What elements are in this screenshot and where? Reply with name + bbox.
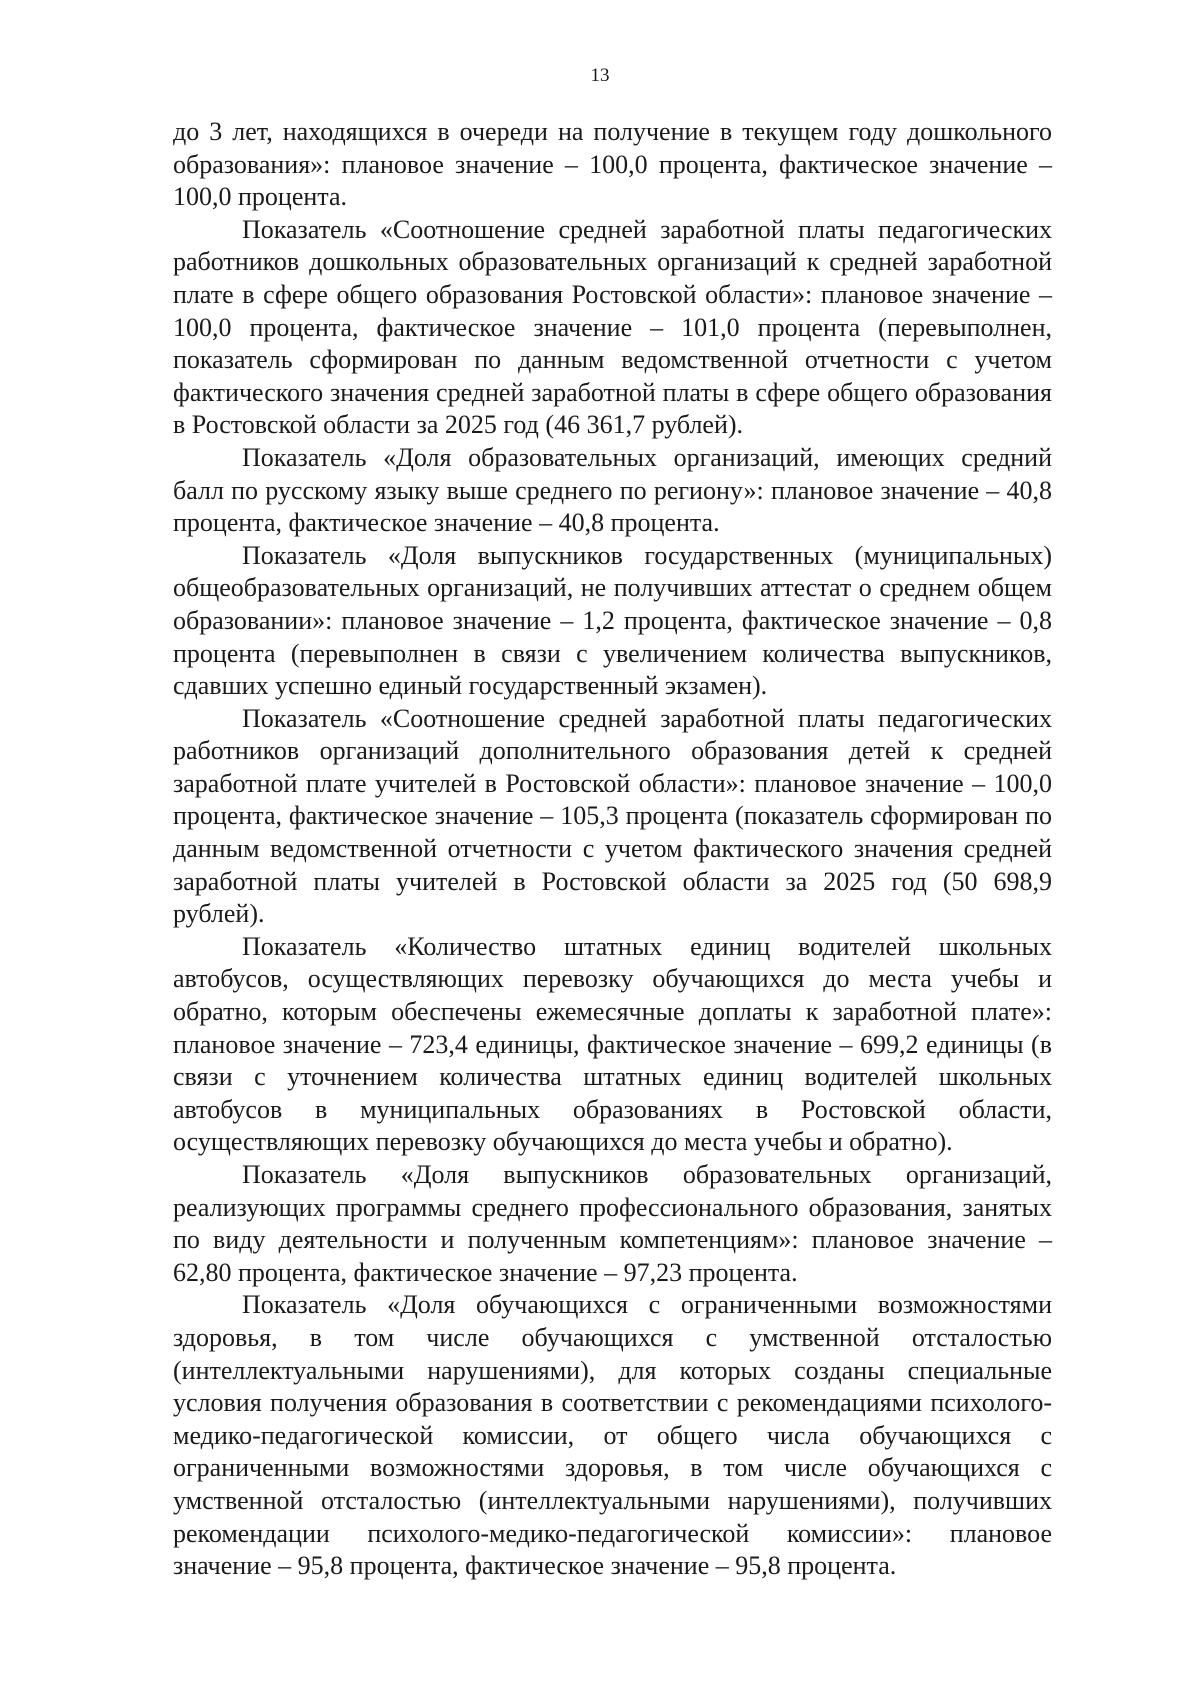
paragraph-salary-preschool-teachers: Показатель «Соотношение средней заработной платы педагогических работников дошкольных образовательных организаций к средней заработной плате в сфере общего образования Ростовской области»: плановое значение – 100,0 процента, фактическое значение – 101,0 процента (перевыполнен, показатель сформирован по данным ведомственной отчетности с учетом фактического значения средней заработной платы в сфере общего образования в Ростовской области за 2025 год (46 361,7 рублей). [173, 214, 1052, 440]
paragraph-salary-additional-education: Показатель «Соотношение средней заработной платы педагогических работников организаций дополнительного образования детей к средней заработной плате учителей в Ростовской области»: плановое значение – 100,0 процента, фактическое значение – 105,3 процента (показатель сформирован по данным ведомственной отчетности с учетом фактического значения средней заработной платы учителей в Ростовской области за 2025 год (50 698,9 рублей). [173, 703, 1052, 929]
paragraph-vocational-graduates-employed: Показатель «Доля выпускников образовательных организаций, реализующих программы среднего профессионального образования, занятых по виду деятельности и полученным компетенциям»: плановое значение – 62,80 процента, фактическое значение – 97,23 процента. [173, 1160, 1052, 1287]
page-number: 13 [590, 65, 610, 86]
document-body [173, 116, 1052, 1583]
paragraph-russian-language-score: Показатель «Доля образовательных организаций, имеющих средний балл по русскому языку выше среднего по региону»: плановое значение – 40,8 процента, фактическое значение – 40,8 процента. [173, 442, 1052, 538]
paragraph-students-with-disabilities: Показатель «Доля обучающихся с ограниченными возможностями здоровья, в том числе обучающихся с умственной отсталостью (интеллектуальными нарушениями), для которых созданы специальные условия получения образования в соответствии с рекомендациями психолого-медико-педагогической комиссии, от общего числа обучающихся с ограниченными возможностями здоровья, в том числе обучающихся с умственной отсталостью (интеллектуальными нарушениями), получивших рекомендации психолого-медико-педагогической комиссии»: плановое значение – 95,8 процента, фактическое значение – 95,8 процента. [173, 1290, 1052, 1581]
paragraph-school-bus-drivers: Показатель «Количество штатных единиц водителей школьных автобусов, осуществляющих перевозку обучающихся до места учебы и обратно, которым обеспечены ежемесячные доплаты к заработной плате»: плановое значение – 723,4 единицы, фактическое значение – 699,2 единицы (в связи с уточнением количества штатных единиц водителей школьных автобусов в муниципальных образованиях в Ростовской области, осуществляющих перевозку обучающихся до места учебы и обратно). [173, 931, 1052, 1157]
paragraph-graduates-without-certificate: Показатель «Доля выпускников государственных (муниципальных) общеобразовательных организаций, не получивших аттестат о среднем общем образовании»: плановое значение – 1,2 процента, фактическое значение – 0,8 процента (перевыполнен в связи с увеличением количества выпускников, сдавших успешно единый государственный экзамен). [173, 540, 1052, 701]
paragraph-continuation: до 3 лет, находящихся в очереди на получение в текущем году дошкольного образования»: плановое значение – 100,0 процента, фактическое значение – 100,0 процента. [173, 117, 1052, 212]
